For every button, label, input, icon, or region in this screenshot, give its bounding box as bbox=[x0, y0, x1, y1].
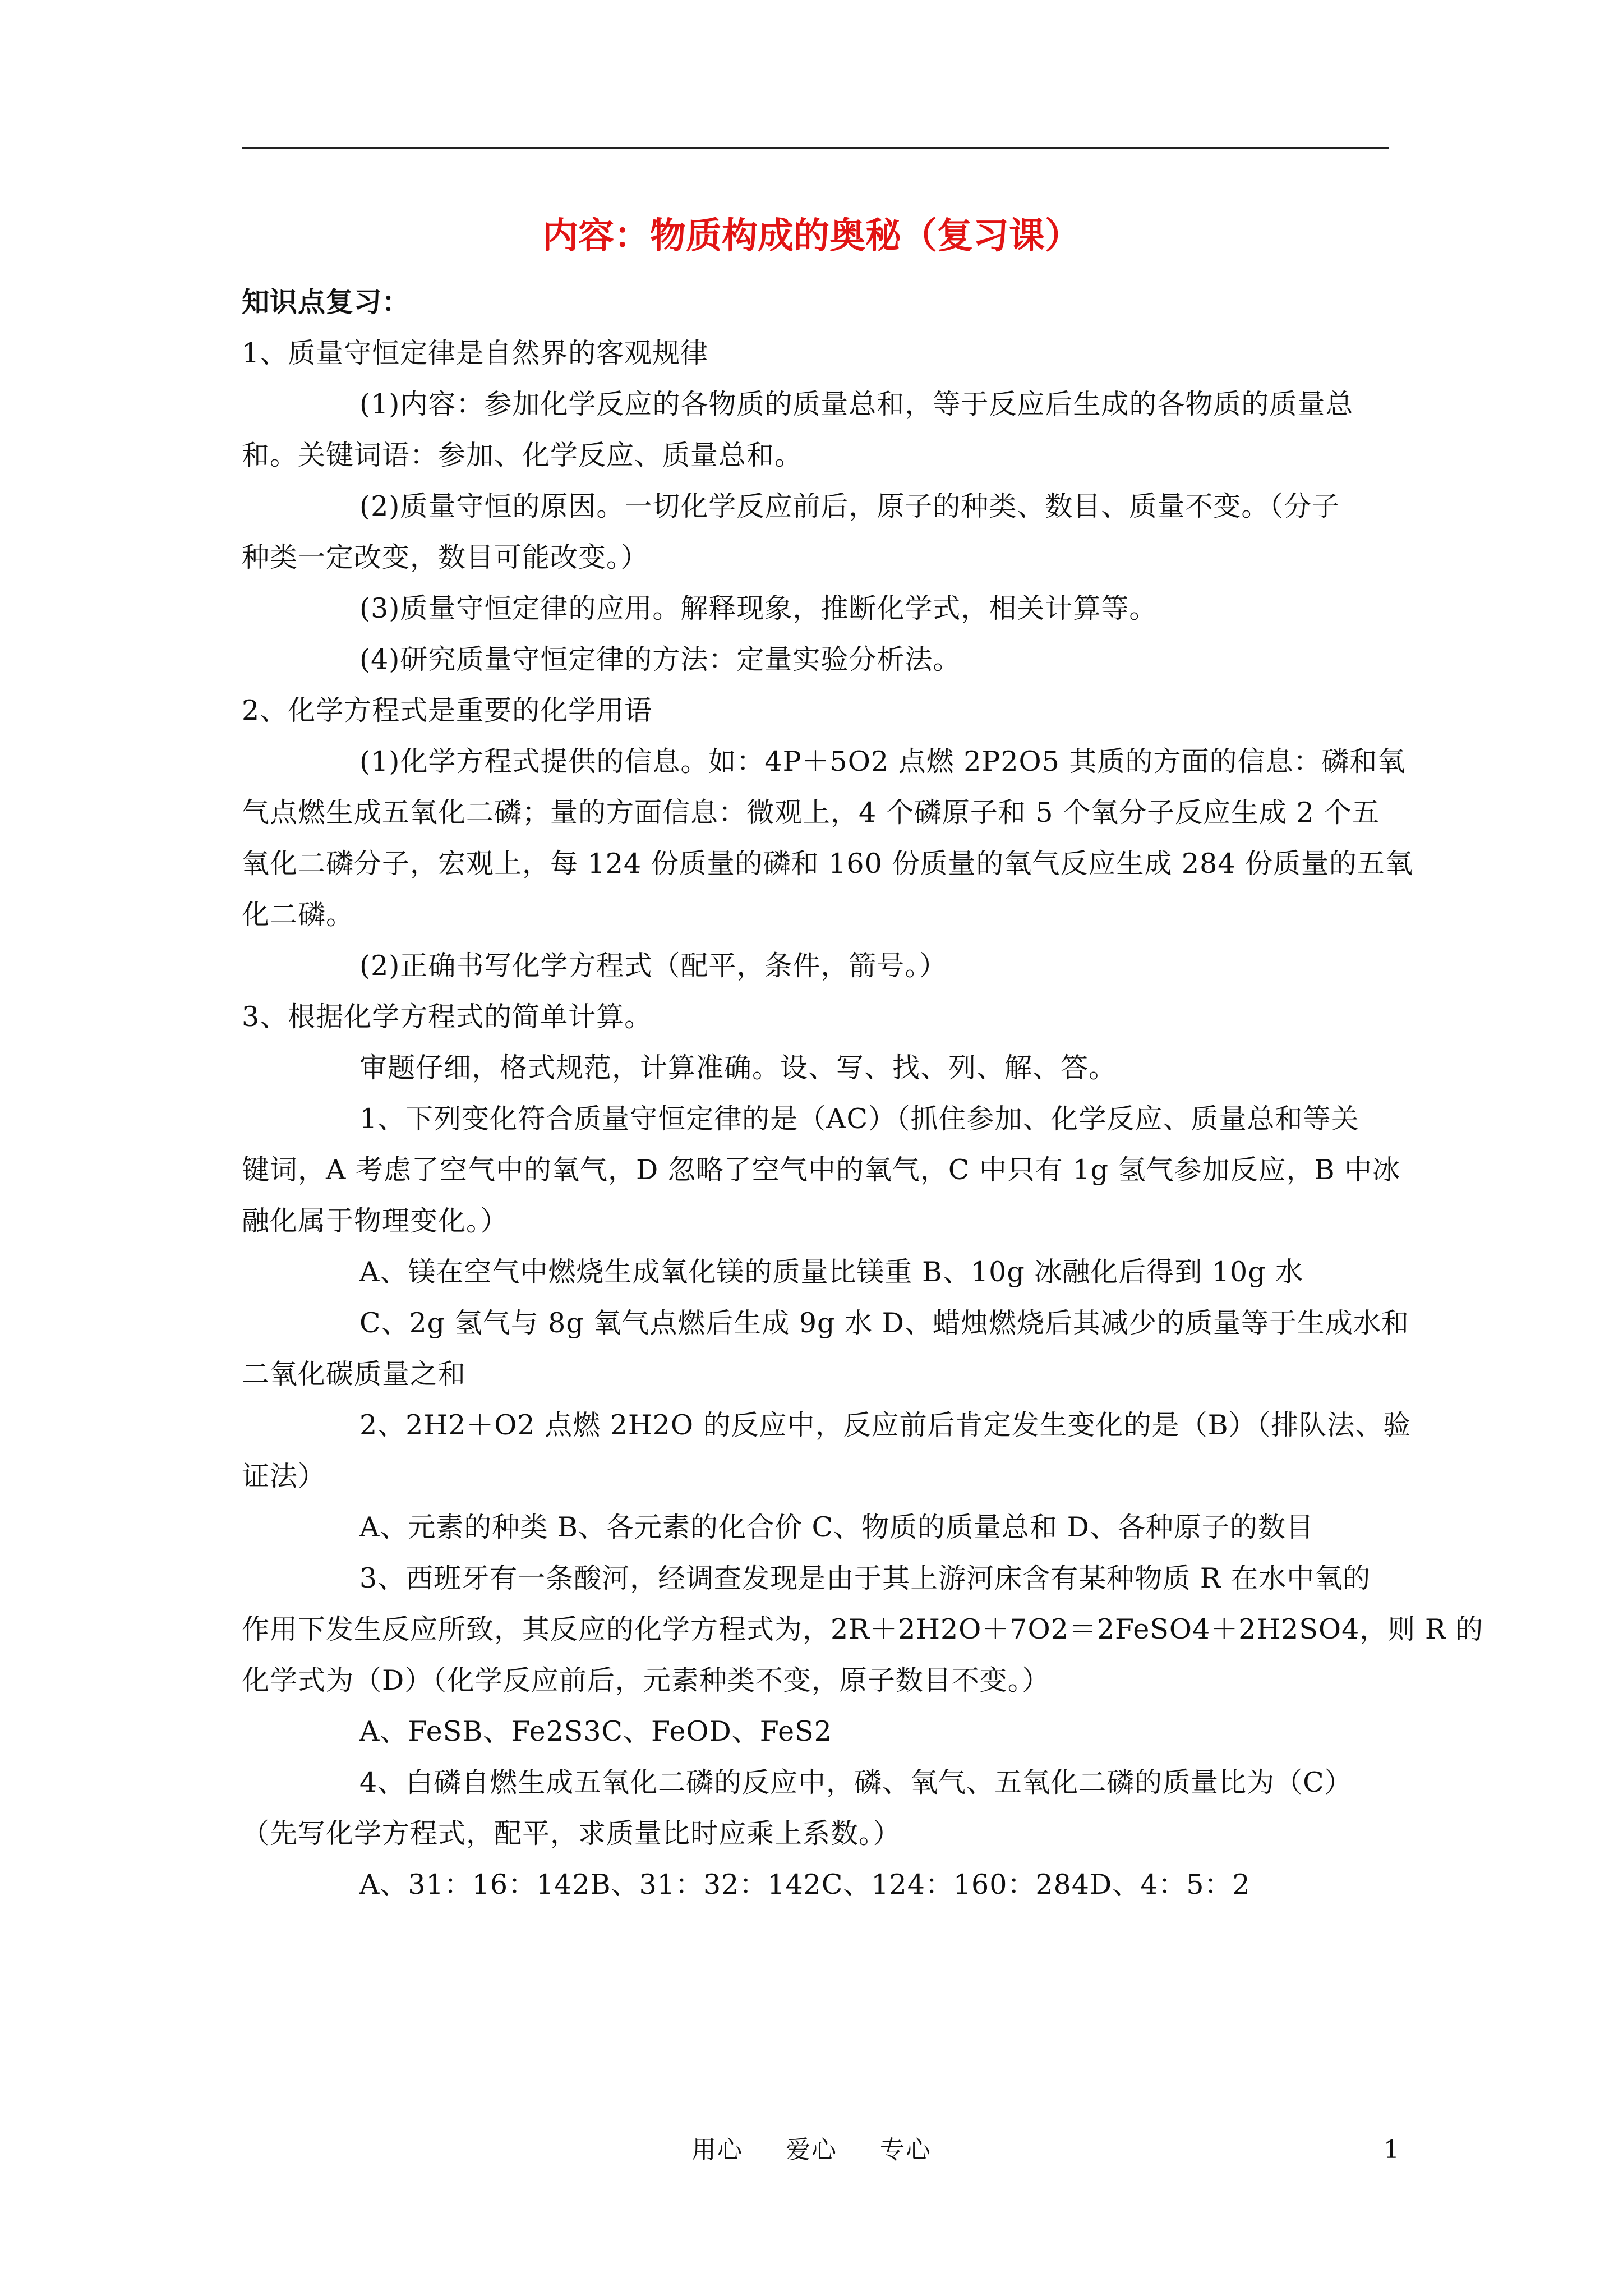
text-line: 1、质量守恒定律是自然界的客观规律 bbox=[242, 337, 709, 369]
text-line: (4)研究质量守恒定律的方法：定量实验分析法。 bbox=[359, 643, 961, 675]
text-line: (2)正确书写化学方程式（配平，条件，箭号。） bbox=[359, 950, 947, 982]
text-line: 化二磷。 bbox=[242, 899, 354, 931]
text-line: A、镁在空气中燃烧生成氧化镁的质量比镁重 B、10g 冰融化后得到 10g 水 bbox=[359, 1256, 1304, 1288]
document-body bbox=[242, 277, 1484, 1910]
text-line: (2)质量守恒的原因。一切化学反应前后，原子的种类、数目、质量不变。（分子 bbox=[359, 490, 1340, 522]
page-number: 1 bbox=[1384, 2136, 1399, 2164]
header-rule bbox=[242, 147, 1389, 149]
text-line: A、FeSB、Fe2S3C、FeOD、FeS2 bbox=[359, 1715, 832, 1747]
page-title: 内容：物质构成的奥秘（复习课） bbox=[542, 215, 1081, 257]
section-heading: 知识点复习： bbox=[242, 286, 411, 318]
text-line: 3、西班牙有一条酸河，经调查发现是由于其上游河床含有某种物质 R 在水中氧的 bbox=[359, 1562, 1371, 1594]
text-line: （先写化学方程式，配平，求质量比时应乘上系数。） bbox=[242, 1818, 901, 1849]
text-line: 2、2H2＋O2 点燃 2H2O 的反应中，反应前后肯定发生变化的是（B）（排队法、验 bbox=[359, 1409, 1412, 1441]
text-line: 融化属于物理变化。） bbox=[242, 1205, 509, 1237]
text-line: 证法） bbox=[242, 1460, 326, 1492]
footer-motto: 用心 爱心 专心 bbox=[691, 2136, 932, 2164]
text-line: 审题仔细，格式规范，计算准确。设、写、找、列、解、答。 bbox=[359, 1052, 1117, 1084]
text-line: (3)质量守恒定律的应用。解释现象，推断化学式，相关计算等。 bbox=[359, 592, 1158, 624]
text-line: 1、下列变化符合质量守恒定律的是（AC）（抓住参加、化学反应、质量总和等关 bbox=[359, 1103, 1359, 1135]
text-line: 和。关键词语：参加、化学反应、质量总和。 bbox=[242, 439, 803, 471]
text-line: (1)内容：参加化学反应的各物质的质量总和，等于反应后生成的各物质的质量总 bbox=[359, 388, 1354, 420]
text-line: 键词，A 考虑了空气中的氧气，D 忽略了空气中的氧气，C 中只有 1g 氢气参加反应，B 中冰 bbox=[242, 1154, 1401, 1186]
text-line: 种类一定改变，数目可能改变。） bbox=[242, 541, 649, 573]
text-line: 氧化二磷分子，宏观上，每 124 份质量的磷和 160 份质量的氧气反应生成 284 份质量的五氧 bbox=[242, 848, 1414, 880]
text-line: A、元素的种类 B、各元素的化合价 C、物质的质量总和 D、各种原子的数目 bbox=[359, 1511, 1314, 1543]
text-line: 4、白磷自燃生成五氧化二磷的反应中，磷、氧气、五氧化二磷的质量比为（C） bbox=[359, 1766, 1353, 1798]
text-line: A、31：16：142B、31：32：142C、124：160：284D、4：5：2 bbox=[359, 1869, 1251, 1901]
text-line: 作用下发生反应所致，其反应的化学方程式为，2R＋2H2O＋7O2＝2FeSO4＋2H2SO4，则 R 的 bbox=[242, 1613, 1484, 1645]
text-line: 二氧化碳质量之和 bbox=[242, 1358, 467, 1390]
text-line: (1)化学方程式提供的信息。如：4P＋5O2 点燃 2P2O5 其质的方面的信息：磷和氧 bbox=[359, 746, 1406, 777]
text-line: C、2g 氢气与 8g 氧气点燃后生成 9g 水 D、蜡烛燃烧后其减少的质量等于生成水和 bbox=[359, 1307, 1409, 1339]
text-line: 化学式为（D）（化学反应前后，元素种类不变，原子数目不变。） bbox=[242, 1664, 1050, 1696]
text-line: 3、根据化学方程式的简单计算。 bbox=[242, 1001, 653, 1033]
text-line: 2、化学方程式是重要的化学用语 bbox=[242, 694, 653, 726]
text-line: 气点燃生成五氧化二磷；量的方面信息：微观上，4 个磷原子和 5 个氧分子反应生成 2 个五 bbox=[242, 797, 1380, 829]
